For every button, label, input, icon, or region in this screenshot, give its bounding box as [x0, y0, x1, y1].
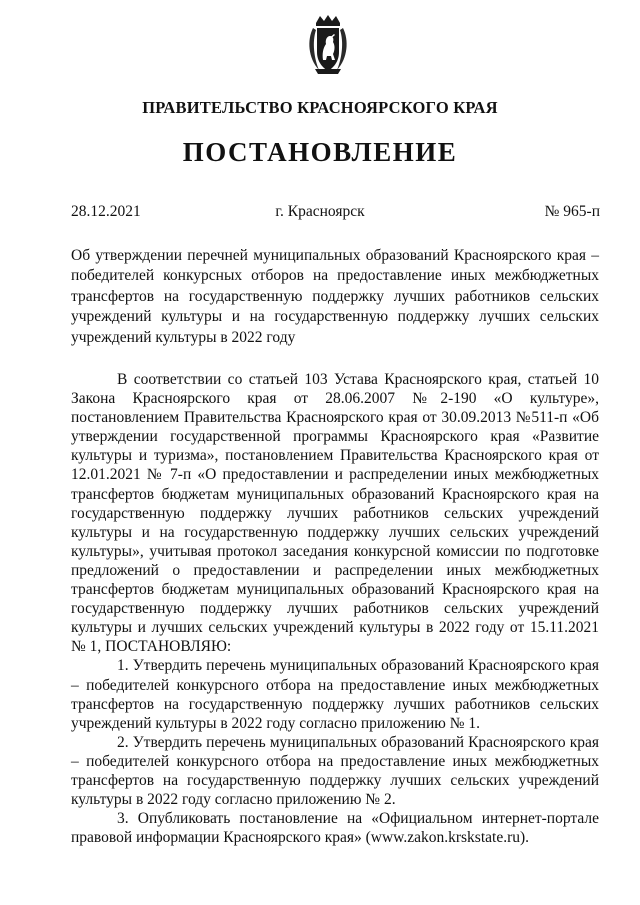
resolution-item-2: 2. Утвердить перечень муниципальных образований Красноярского края – победителей конкурсного отбора на предоставление иных межбюджетных трансфертов на государственную поддержку лучших сельских учреждений культуры в 2022 году согласно приложению № 2. [71, 733, 599, 809]
document-type: ПОСТАНОВЛЕНИЕ [182, 137, 458, 167]
document-body [71, 370, 599, 847]
resolution-item-1: 1. Утвердить перечень муниципальных образований Красноярского края – победителей конкурсного отбора на предоставление иных межбюджетных трансфертов на государственную поддержку лучших работников сельских учреждений культуры в 2022 году согласно приложению № 1. [71, 657, 599, 732]
document-number: № 965-п [544, 203, 600, 220]
resolution-item-3: 3. Опубликовать постановление на «Официальном интернет-портале правовой информации Красноярского края» (www.zakon.krskstate.ru). [71, 810, 599, 847]
preamble-paragraph: В соответствии со статьей 103 Устава Красноярского края, статьей 10 Закона Красноярского края от 28.06.2007 №2-190 «О культуре», постановлением Правительства Красноярского края от 30.09.2013 №511-п «Об утверждении государственной программы Красноярского края «Развитие культуры и туризма», постановлением Правительства Красноярского края от 12.01.2021 № 7-п «О предоставлении и распределении иных межбюджетных трансфертов бюджетам муниципальных образований Красноярского края на государственную поддержку лучших работников сельских учреждений культуры и на государственную поддержку лучших сельских учреждений культуры», учитывая протокол заседания конкурсной комиссии по подготовке предложений о предоставлении и распределении иных межбюджетных трансфертов бюджетам муниципальных образований Красноярского края на государственную поддержку лучших работников сельских учреждений культуры и лучших сельских учреждений культуры в 2022 году от 15.11.2021 № 1, ПОСТАНОВЛЯЮ: [71, 371, 599, 656]
document-date: 28.12.2021 [71, 203, 141, 220]
document-subject: Об утверждении перечней муниципальных образований Красноярского края – победителей конкурсных отборов на предоставление иных межбюджетных трансфертов на государственную поддержку лучших работников сельских учреждений культуры и на государственную поддержку лучших сельских учреждений культуры в 2022 году [71, 247, 599, 346]
document-city: г. Красноярск [275, 203, 365, 220]
government-title: ПРАВИТЕЛЬСТВО КРАСНОЯРСКОГО КРАЯ [142, 98, 498, 117]
krasnoyarsk-coat-of-arms-icon [305, 14, 351, 76]
